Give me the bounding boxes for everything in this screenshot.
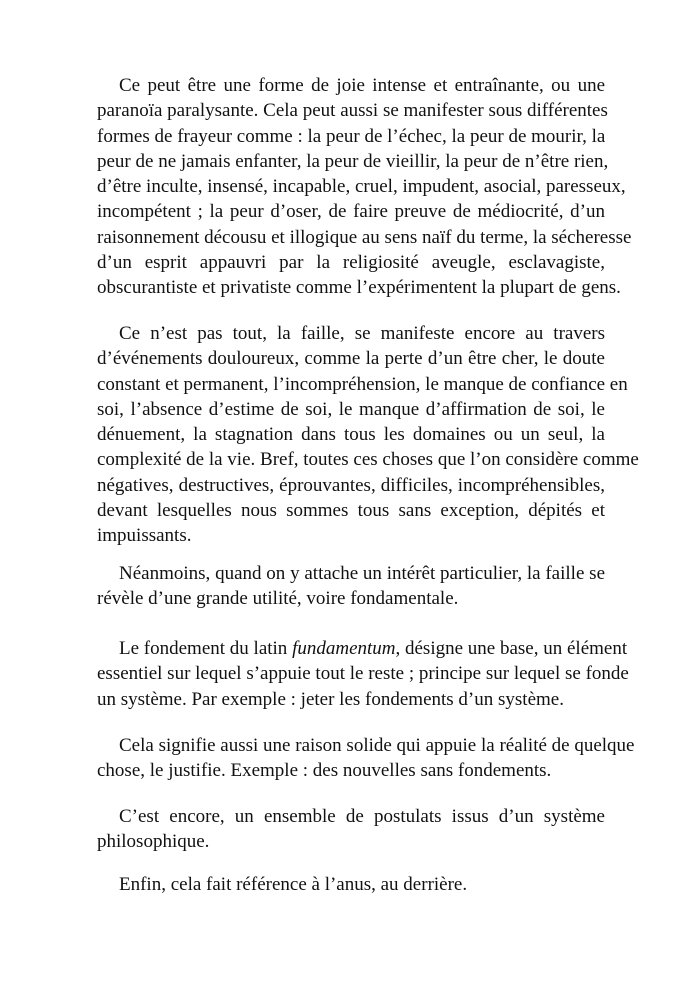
paragraph-6 <box>97 804 605 855</box>
text-line: dénuement, la stagnation dans tous les domaines ou un seul, la <box>97 424 605 446</box>
text-line <box>97 636 628 661</box>
text-line: peur de ne jamais enfanter, la peur de vieillir, la peur de n’être rien, <box>97 150 609 172</box>
italic-term: fundamentum <box>292 638 396 659</box>
text-line: Enfin, cela fait référence à l’anus, au derrière. <box>119 874 468 895</box>
paragraph-1 <box>97 73 632 301</box>
text-line: devant lesquelles nous sommes tous sans exception, dépités et <box>97 500 605 522</box>
text-line: d’événements douloureux, comme la perte d’un être cher, le doute <box>97 348 605 370</box>
text-line: C’est encore, un ensemble de postulats issus d’un système <box>119 806 605 827</box>
text-line: soi, l’absence d’estime de soi, le manque d’affirmation de soi, le <box>97 398 605 420</box>
text-line: négatives, destructives, éprouvantes, difficiles, incompréhensibles, <box>97 474 605 496</box>
text-line: obscurantiste et privatiste comme l’expérimentent la plupart de gens. <box>97 277 621 299</box>
text-line: Ce n’est pas tout, la faille, se manifeste encore au travers <box>119 323 605 344</box>
text-line: formes de frayeur comme : la peur de l’échec, la peur de mourir, la <box>97 125 606 147</box>
paragraph-3 <box>97 561 605 612</box>
text-line: essentiel sur lequel s’appuie tout le reste ; principe sur lequel se fonde <box>97 663 629 685</box>
text-line: un système. Par exemple : jeter les fondements d’un système. <box>97 688 564 710</box>
text-line: complexité de la vie. Bref, toutes ces choses que l’on considère comme <box>97 449 639 471</box>
text-line: Ce peut être une forme de joie intense et entraînante, ou une <box>119 75 605 96</box>
text-line: impuissants. <box>97 525 192 547</box>
paragraph-4 <box>97 636 629 712</box>
text-segment: Le fondement du latin <box>119 638 293 659</box>
text-line: paranoïa paralysante. Cela peut aussi se manifester sous différentes <box>97 100 608 122</box>
text-line: Cela signifie aussi une raison solide qui appuie la réalité de quelque <box>119 735 635 756</box>
text-segment: , désigne une base, un élément <box>395 638 628 659</box>
text-line: constant et permanent, l’incompréhension, le manque de confiance en <box>97 373 628 395</box>
text-line: révèle d’une grande utilité, voire fondamentale. <box>97 588 459 610</box>
text-line: chose, le justifie. Exemple : des nouvelles sans fondements. <box>97 760 552 782</box>
paragraph-5 <box>97 733 635 784</box>
text-line: d’un esprit appauvri par la religiosité aveugle, esclavagiste, <box>97 252 605 274</box>
text-line: raisonnement décousu et illogique au sens naïf du terme, la sécheresse <box>97 226 632 248</box>
text-line: d’être inculte, insensé, incapable, cruel, impudent, asocial, paresseux, <box>97 176 626 198</box>
paragraph-2 <box>97 321 639 549</box>
paragraph-7 <box>97 872 605 897</box>
text-line: philosophique. <box>97 831 210 853</box>
text-line: Néanmoins, quand on y attache un intérêt particulier, la faille se <box>119 563 605 584</box>
text-line: incompétent ; la peur d’oser, de faire preuve de médiocrité, d’un <box>97 201 605 223</box>
